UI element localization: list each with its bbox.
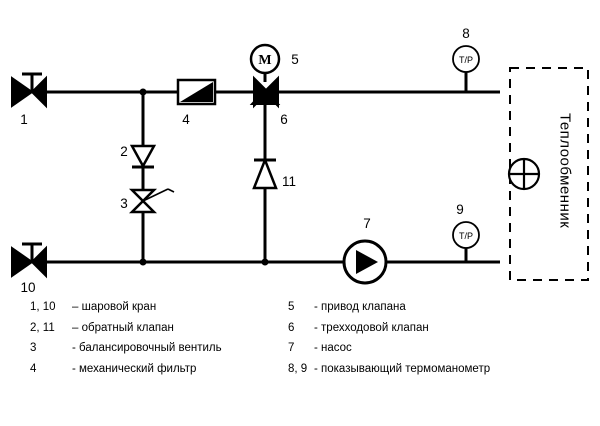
ball-valve-1	[12, 74, 46, 106]
legend-number: 2, 11	[30, 321, 55, 334]
label-1: 1	[20, 112, 28, 127]
legend-description: – обратный клапан	[72, 321, 174, 334]
label-5: 5	[291, 52, 299, 67]
label-2: 2	[120, 144, 128, 159]
legend-entry	[30, 343, 288, 355]
legend-row	[30, 343, 575, 355]
legend-number: 1, 10	[30, 301, 56, 313]
legend-number: 8, 9	[288, 362, 308, 375]
legend-entry	[288, 323, 573, 335]
legend-entry	[30, 364, 288, 376]
label-6: 6	[280, 112, 288, 127]
label-3: 3	[120, 196, 128, 211]
label-9: 9	[456, 202, 464, 217]
legend-number: 5	[288, 301, 295, 313]
ball-valve-10	[12, 244, 46, 276]
callout-labels	[20, 26, 470, 295]
label-8: 8	[462, 26, 470, 41]
legend-entry	[30, 302, 288, 314]
gauge-8-label: Т/Р	[458, 55, 474, 65]
legend-row	[30, 323, 575, 335]
legend-number: 7	[288, 342, 295, 354]
label-11: 11	[281, 174, 297, 189]
pump-7	[344, 241, 386, 283]
legend	[30, 302, 575, 384]
legend-entry	[30, 323, 288, 335]
three-way-valve-6	[252, 78, 278, 106]
junction-bottom-branch	[140, 259, 147, 266]
label-7: 7	[363, 216, 371, 231]
legend-description: - трехходовой клапан	[314, 321, 429, 334]
check-valve-2	[132, 146, 154, 167]
legend-entry	[288, 343, 573, 355]
junction-bottom-bypass	[262, 259, 269, 266]
thermomanometer-9	[453, 222, 479, 248]
balancing-valve-3	[132, 189, 174, 212]
legend-description: - насос	[314, 342, 352, 354]
legend-entry	[288, 364, 573, 376]
heat-exchanger-label: Теплообменник	[556, 113, 574, 229]
legend-number: 6	[288, 321, 295, 334]
legend-description: - показывающий термоманометр	[314, 362, 491, 375]
junction-top-branch	[140, 89, 147, 96]
gauge-9-label: Т/Р	[458, 231, 474, 241]
legend-description: - привод клапана	[314, 301, 406, 313]
motor-label: М	[258, 53, 272, 68]
legend-entry	[288, 302, 573, 314]
legend-number: 3	[30, 342, 37, 354]
legend-description: – шаровой кран	[72, 301, 157, 313]
legend-row	[30, 302, 575, 314]
valve-actuator-5	[251, 45, 279, 73]
mechanical-filter-4	[178, 80, 215, 104]
legend-description: - балансировочный вентиль	[72, 342, 222, 354]
check-valve-11	[254, 160, 276, 188]
label-4: 4	[182, 112, 190, 127]
pipe-junctions	[140, 89, 269, 266]
label-10: 10	[20, 280, 36, 295]
legend-row	[30, 364, 575, 376]
legend-description: - механический фильтр	[72, 362, 197, 375]
thermomanometer-8	[453, 46, 479, 72]
legend-number: 4	[30, 362, 37, 375]
